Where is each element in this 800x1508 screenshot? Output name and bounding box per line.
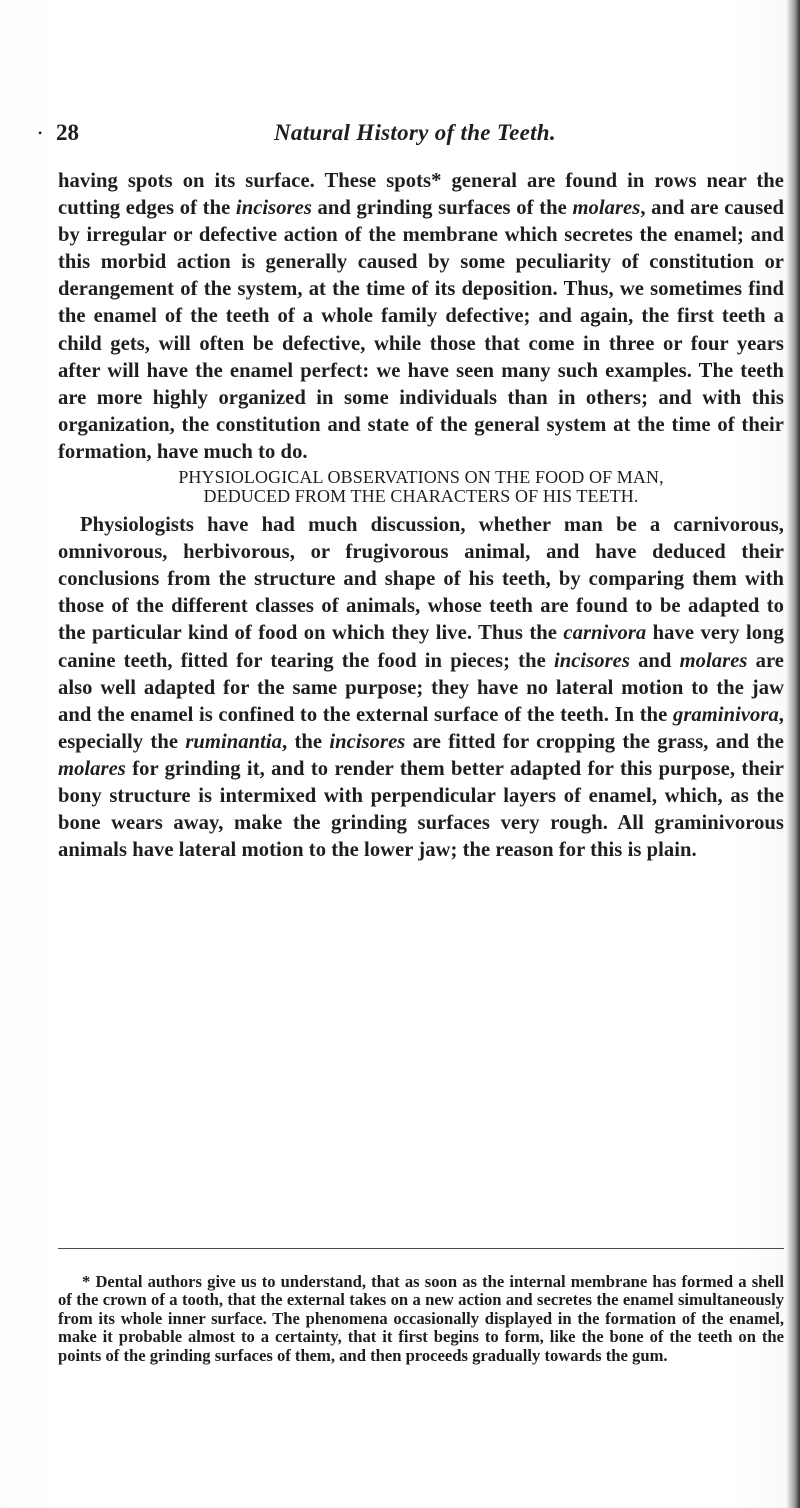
para2-text-a: Physiologists have had much discussion, whether man be a carnivorous, omnivorous, herbivorous, or frugivorous animal, and have deduced their conclusions from the structure and shape of his teeth, by comparing them with those of the different classes of animals, whose teeth are found to be adapted to the particular kind of food on which they live. Thus the bbox=[58, 514, 784, 645]
para2-italic-graminivora: graminivora bbox=[672, 703, 779, 726]
section-heading bbox=[58, 468, 784, 506]
para2-text-e: , especially the bbox=[58, 703, 784, 753]
para1-italic-incisores: incisores bbox=[235, 197, 312, 220]
footnote: * Dental authors give us to understand, that as soon as the internal membrane has formed a shell of the crown of a tooth, that the external takes on a new action and secretes the enamel simultaneously from its whole inner surface. The phenomena occasionally displayed in the formation of the enamel, make it probable almost to a certainty, that it first begins to form, like the bone of the teeth on the points of the grinding surfaces of them, and then proceeds gradually towards the gum. bbox=[58, 1271, 784, 1365]
para2-italic-molares: molares bbox=[679, 649, 748, 672]
para2-text-d: are also well adapted for the same purpose; they have no lateral motion to the jaw and the enamel is confined to the external surface of the teeth. In the bbox=[58, 649, 784, 726]
page-header bbox=[38, 118, 758, 148]
para2-text-f: , the bbox=[281, 730, 330, 753]
para2-text-b: have very long canine teeth, fitted for tearing the food in pieces; the bbox=[58, 622, 784, 672]
para2-text-c: and bbox=[629, 649, 680, 672]
page-edge-shadow bbox=[786, 0, 800, 1508]
footnote-divider bbox=[58, 1248, 784, 1249]
para2-text-h: for grinding it, and to render them better adapted for this purpose, their bony structure is intermixed with perpendicular layers of enamel, which, as the bone wears away, make the grinding surfaces very rough. All graminivorous animals have lateral motion to the lower jaw; the reason for this is plain. bbox=[58, 757, 784, 862]
para1-text-b: and grinding surfaces of the bbox=[311, 197, 573, 220]
para1-text-a: having spots on its surface. These spots* general are found in rows near the cutting edges of the bbox=[58, 170, 784, 220]
para2-italic-carnivora: carnivora bbox=[563, 622, 647, 645]
para2-italic-incisores-2: incisores bbox=[329, 730, 406, 753]
paragraph-enamel-spots bbox=[58, 168, 784, 466]
page-number: 28 bbox=[56, 120, 79, 145]
section-heading-line1: PHYSIOLOGICAL OBSERVATIONS ON THE FOOD OF MAN, bbox=[178, 467, 664, 488]
para2-text-g: are fitted for cropping the grass, and the bbox=[405, 730, 784, 753]
para2-italic-incisores: incisores bbox=[553, 649, 630, 672]
para2-italic-ruminantia: ruminantia bbox=[185, 730, 282, 753]
para2-italic-molares-2: molares bbox=[58, 757, 126, 780]
para1-italic-molares: molares bbox=[572, 197, 641, 220]
header-bullet: • bbox=[38, 126, 43, 140]
running-title: Natural History of the Teeth. bbox=[274, 120, 556, 145]
paragraph-food-of-man bbox=[58, 512, 784, 864]
body-text bbox=[58, 168, 784, 864]
section-heading-line2: DEDUCED FROM THE CHARACTERS OF HIS TEETH. bbox=[203, 486, 639, 507]
para1-text-c: , and are caused by irregular or defective action of the membrane which secretes the enamel; and this morbid action is generally caused by some peculiarity of constitution or derangement of the system, at the time of its deposition. Thus, we sometimes find the enamel of the teeth of a whole family defective; and again, the first teeth a child gets, will often be defective, while those that come in three or four years after will have the enamel perfect: we have seen many such examples. The teeth are more highly organized in some individuals than in others; and with this organization, the constitution and state of the general system at the time of their formation, have much to do. bbox=[58, 197, 784, 463]
